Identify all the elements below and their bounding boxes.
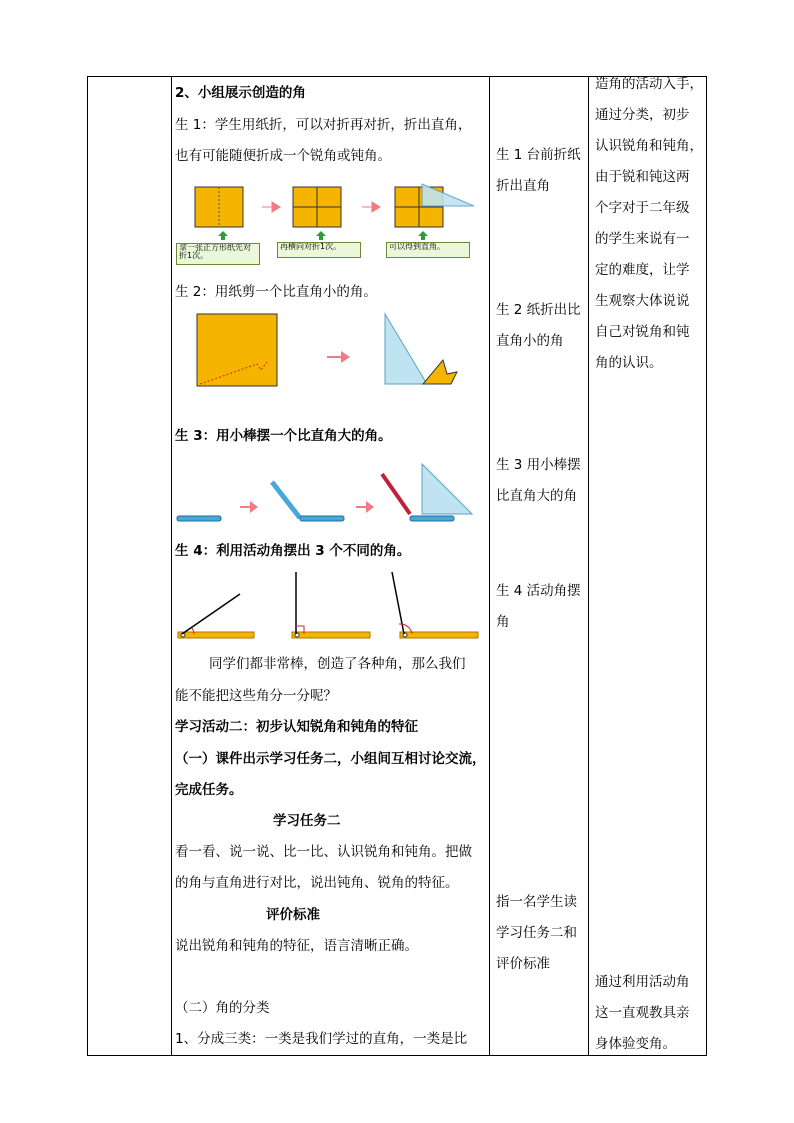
activity2-heading: 学习活动二：初步认知锐角和钝角的特征 xyxy=(175,719,418,735)
stick-illustration xyxy=(174,460,484,530)
col-divider-3 xyxy=(588,77,589,1055)
intent-text: 身体验变角。 xyxy=(595,1036,676,1052)
design-intent-2 xyxy=(595,967,705,1060)
intent-text: 自己对锐角和钝 xyxy=(595,324,690,340)
intent-text: 生观察大体说说 xyxy=(595,293,690,309)
sub1-line2: 完成任务。 xyxy=(175,782,243,798)
angle-arm xyxy=(392,572,404,634)
eval-line: 说出锐角和钝角的特征，语言清晰正确。 xyxy=(175,938,418,954)
up-arrow-icon xyxy=(218,231,228,240)
fold-note-3: 可以得到直角。 xyxy=(386,242,470,258)
eval-title: 评价标准 xyxy=(266,907,320,923)
design-intent-1 xyxy=(595,69,705,379)
col-divider-2 xyxy=(489,77,490,1055)
set-square-icon xyxy=(385,314,427,384)
stick xyxy=(300,516,344,521)
arrow-right-icon xyxy=(240,501,258,513)
angle-arm xyxy=(178,632,254,638)
student-activity-text: 学习任务二和 xyxy=(496,925,577,941)
student-activity-text: 指一名学生读 xyxy=(496,894,577,910)
s4-text: 生 4：利用活动角摆出 3 个不同的角。 xyxy=(175,543,411,559)
task-line2: 的角与直角进行对比，说出钝角、锐角的特征。 xyxy=(175,875,459,891)
up-arrow-icon xyxy=(316,231,326,240)
up-arrow-icon xyxy=(418,231,428,240)
student-activity-text: 评价标准 xyxy=(496,956,550,972)
arrow-right-icon xyxy=(262,202,280,212)
student-activity-5 xyxy=(496,887,588,980)
set-square-icon xyxy=(422,184,474,206)
arrow-right-icon xyxy=(356,501,374,513)
fold-note-2: 再横向对折1次。 xyxy=(277,242,361,258)
intent-text: 的学生来说有一 xyxy=(595,231,690,247)
sub2-heading: （二）角的分类 xyxy=(175,1000,270,1016)
student-activity-1 xyxy=(496,140,588,202)
student-activity-text: 生 1 台前折纸 xyxy=(496,147,581,163)
intent-text: 角的认识。 xyxy=(595,355,663,371)
student-activity-text: 直角小的角 xyxy=(496,333,564,349)
stick xyxy=(177,516,221,521)
student-activity-text: 比直角大的角 xyxy=(496,488,577,504)
stick xyxy=(382,474,410,514)
paper-sheet xyxy=(197,314,277,386)
intent-text: 这一直观教具亲 xyxy=(595,1005,690,1021)
intent-text: 造角的活动入手， xyxy=(595,76,703,92)
s1-text-line1: 生 1：学生用纸折，可以对折再对折，折出直角， xyxy=(175,117,472,133)
movable-angle-illustration xyxy=(174,568,484,648)
intent-text: 认识锐角和钝角， xyxy=(595,138,703,154)
intent-text: 定的难度，让学 xyxy=(595,262,690,278)
task-title: 学习任务二 xyxy=(273,813,341,829)
arrow-right-icon xyxy=(362,202,380,212)
sub1-line1: （一）课件出示学习任务二，小组间互相讨论交流， xyxy=(175,751,486,767)
student-activity-text: 生 3 用小棒摆 xyxy=(496,457,581,473)
student-activity-3 xyxy=(496,450,588,512)
paragraph-line1: 同学们都非常棒，创造了各种角，那么我们 xyxy=(209,656,466,672)
paragraph-line2: 能不能把这些角分一分呢？ xyxy=(175,688,337,704)
arrow-right-icon xyxy=(327,351,350,363)
intent-text: 通过分类，初步 xyxy=(595,107,690,123)
student-activity-text: 角 xyxy=(496,614,510,630)
last-line: 1、分成三类：一类是我们学过的直角，一类是比 xyxy=(175,1031,468,1047)
stick xyxy=(272,482,300,518)
student-activity-text: 生 4 活动角摆 xyxy=(496,583,581,599)
set-square-icon xyxy=(422,464,472,514)
s1-text-line2: 也有可能随便折成一个锐角或钝角。 xyxy=(175,148,391,164)
s2-text: 生 2：用纸剪一个比直角小的角。 xyxy=(175,284,377,300)
student-activity-2 xyxy=(496,295,588,357)
heading-group-show: 2、小组展示创造的角 xyxy=(175,85,306,101)
intent-text: 个字对于二年级 xyxy=(595,200,690,216)
student-activity-text: 折出直角 xyxy=(496,178,550,194)
angle-arm xyxy=(182,594,240,634)
stick xyxy=(410,516,454,521)
fold-note-1: 拿一张正方形纸先对折1次。 xyxy=(176,243,260,265)
cut-angle-shape xyxy=(423,360,457,384)
cut-paper-illustration xyxy=(195,312,470,392)
s3-text: 生 3：用小棒摆一个比直角大的角。 xyxy=(175,428,392,444)
col-divider-1 xyxy=(171,77,172,1055)
student-activity-4 xyxy=(496,576,588,638)
intent-text: 通过利用活动角 xyxy=(595,974,690,990)
student-activity-text: 生 2 纸折出比 xyxy=(496,302,581,318)
task-line1: 看一看、说一说、比一比、认识锐角和钝角。把做 xyxy=(175,844,472,860)
intent-text: 由于锐和钝这两 xyxy=(595,169,690,185)
